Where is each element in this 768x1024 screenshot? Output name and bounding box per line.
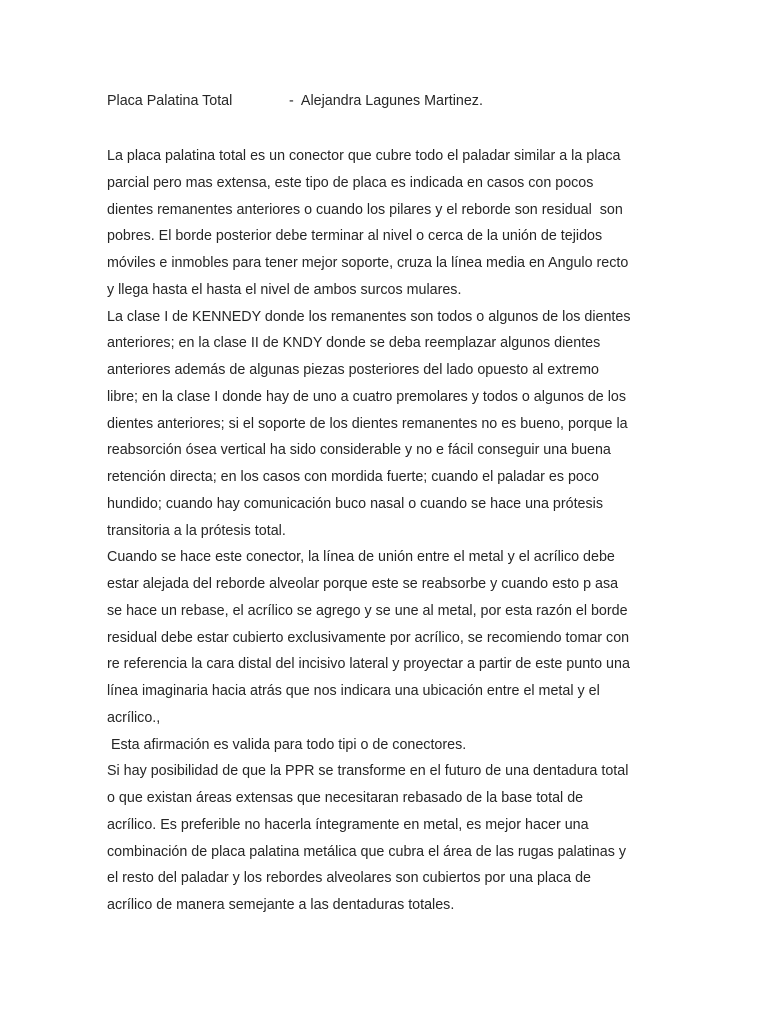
text-line: re referencia la cara distal del incisivo lateral y proyectar a partir de este punto una	[107, 656, 630, 673]
text-line: La clase I de KENNEDY donde los remanentes son todos o algunos de los dientes	[107, 308, 631, 325]
text-line: reabsorción ósea vertical ha sido considerable y no e fácil conseguir una buena	[107, 442, 611, 459]
title-author: - Alejandra Lagunes Martinez.	[289, 93, 483, 109]
text-line: acrílico de manera semejante a las dentaduras totales.	[107, 897, 455, 913]
text-line: Cuando se hace este conector, la línea de unión entre el metal y el acrílico debe	[107, 549, 615, 566]
body-text	[107, 143, 667, 919]
text-line: pobres. El borde posterior debe terminar al nivel o cerca de la unión de tejidos	[107, 228, 603, 245]
text-line: móviles e inmobles para tener mejor soporte, cruza la línea media en Angulo recto	[107, 255, 629, 271]
text-line: dientes anteriores; si el soporte de los dientes remanentes no es bueno, porque la	[107, 415, 628, 432]
text-line: Esta afirmación es valida para todo tipi o de conectores.	[107, 736, 467, 753]
text-line: y llega hasta el hasta el nivel de ambos surcos mulares.	[107, 281, 462, 298]
text-line: Si hay posibilidad de que la PPR se transforme en el futuro de una dentadura total	[107, 763, 629, 780]
text-line: acrílico.,	[107, 709, 161, 726]
text-line: estar alejada del reborde alveolar porque este se reabsorbe y cuando esto p asa	[107, 576, 619, 592]
text-line: libre; en la clase I donde hay de uno a cuatro premolares y todos o algunos de los	[107, 388, 626, 405]
text-line: retención directa; en los casos con mordida fuerte; cuando el paladar es poco	[107, 469, 599, 485]
text-line: el resto del paladar y los rebordes alveolares son cubiertos por una placa de	[107, 870, 591, 887]
text-line: transitoria a la prótesis total.	[107, 522, 286, 539]
text-line: parcial pero mas extensa, este tipo de placa es indicada en casos con pocos	[107, 174, 594, 191]
text-line: o que existan áreas extensas que necesitaran rebasado de la base total de	[107, 790, 584, 806]
text-line: línea imaginaria hacia atrás que nos indicara una ubicación entre el metal y el	[107, 683, 600, 699]
text-line: anteriores; en la clase II de KNDY donde se deba reemplazar algunos dientes	[107, 335, 601, 352]
document-title	[107, 90, 483, 112]
text-line: dientes remanentes anteriores o cuando los pilares y el reborde son residual son	[107, 201, 623, 218]
text-line: acrílico. Es preferible no hacerla íntegramente en metal, es mejor hacer una	[107, 816, 589, 833]
text-line: anteriores además de algunas piezas posteriores del lado opuesto al extremo	[107, 362, 599, 378]
text-line: residual debe estar cubierto exclusivamente por acrílico, se recomiendo tomar con	[107, 629, 630, 646]
title-text: Placa Palatina Total	[107, 93, 233, 109]
text-line: se hace un rebase, el acrílico se agrego y se une al metal, por esta razón el borde	[107, 602, 628, 619]
text-line: La placa palatina total es un conector que cubre todo el paladar similar a la placa	[107, 148, 621, 164]
text-line: combinación de placa palatina metálica que cubra el área de las rugas palatinas y	[107, 843, 626, 860]
text-line: hundido; cuando hay comunicación buco nasal o cuando se hace una prótesis	[107, 495, 603, 512]
